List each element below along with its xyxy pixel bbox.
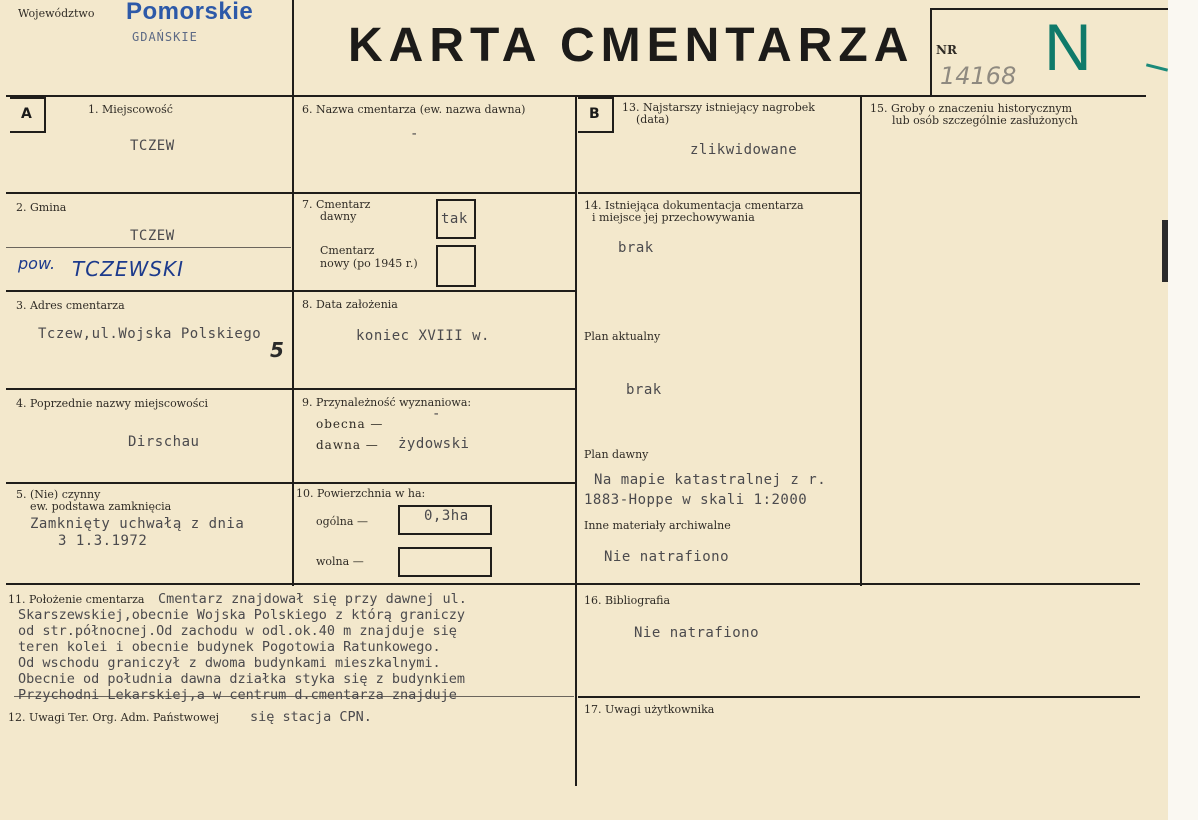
- field-11-line-3: od str.północnej.Od zachodu w odl.ok.40 m znajduje się: [18, 623, 457, 639]
- field-3-label: 3. Adres cmentarza: [16, 299, 125, 312]
- nr-label: NR: [936, 43, 957, 57]
- field-1-label: 1. Miejscowość: [88, 103, 173, 116]
- field-7-new-checkbox: [436, 245, 476, 287]
- binding-mark: [1162, 220, 1168, 282]
- card-title: KARTA CMENTARZA: [348, 19, 915, 72]
- field-7-label: 7. Cmentarz: [302, 198, 371, 211]
- plan-current-value: brak: [626, 382, 662, 398]
- field-15-sublabel: lub osób szczególnie zasłużonych: [892, 114, 1078, 127]
- field-12-label: 12. Uwagi Ter. Org. Adm. Państwowej: [8, 711, 220, 724]
- field-12-value: się stacja CPN.: [250, 709, 372, 725]
- field-6-label: 6. Nazwa cmentarza (ew. nazwa dawna): [302, 103, 526, 116]
- voivodeship-stamp: Pomorskie: [126, 0, 254, 25]
- paper-edge: [1168, 0, 1198, 820]
- nr-handwritten: 14168: [940, 62, 1017, 90]
- plan-current-label: Plan aktualny: [584, 330, 661, 343]
- field-6-value: -: [410, 126, 419, 142]
- marker-stroke: [1146, 63, 1168, 71]
- plan-old-value-2: 1883-Hoppe w skali 1:2000: [584, 492, 808, 508]
- field-9-former-value: żydowski: [398, 436, 470, 452]
- field-5-value: Zamknięty uchwałą z dnia: [30, 516, 245, 532]
- field-4-label: 4. Poprzednie nazwy miejscowości: [16, 397, 209, 410]
- field-5-sublabel: ew. podstawa zamknięcia: [30, 500, 172, 513]
- field-1-value: TCZEW: [130, 138, 175, 154]
- field-8-label: 8. Data założenia: [302, 298, 398, 311]
- field-14-sublabel: i miejsce jej przechowywania: [592, 211, 755, 224]
- nr-letter: N: [1044, 10, 1092, 84]
- field-10-label: 10. Powierzchnia w ha:: [296, 487, 426, 500]
- field-16-value: Nie natrafiono: [634, 625, 760, 641]
- field-3-value: Tczew,ul.Wojska Polskiego: [38, 326, 262, 342]
- field-11-line-5: Od wschodu graniczył z dwoma budynkami mieszkalnymi.: [18, 655, 441, 671]
- field-11-line-1: Cmentarz znajdował się przy dawnej ul.: [158, 591, 467, 607]
- field-7-old-value: tak: [441, 211, 468, 227]
- field-10-free-label: wolna —: [316, 555, 364, 568]
- field-14-value: brak: [618, 240, 654, 256]
- field-10-total-value: 0,3ha: [424, 508, 469, 524]
- field-7-new-label: Cmentarz: [320, 244, 375, 257]
- field-7-new-sublabel: nowy (po 1945 r.): [320, 257, 418, 270]
- field-16-label: 16. Bibliografia: [584, 594, 671, 607]
- field-9-label: 9. Przynależność wyznaniowa:: [302, 396, 472, 409]
- field-13-sublabel: (data): [636, 113, 670, 126]
- field-11-label: 11. Położenie cmentarza: [8, 593, 145, 606]
- field-11-line-7: Przychodni Lekarskiej,a w centrum d.cmentarza znajduje: [18, 687, 457, 703]
- field-2-hand-prefix: pow.: [18, 254, 56, 273]
- field-13-label: 13. Najstarszy istniejący nagrobek: [622, 101, 815, 114]
- plan-old-value-1: Na mapie katastralnej z r.: [594, 472, 827, 488]
- field-2-hand-value: TCZEWSKI: [72, 257, 185, 281]
- field-11-line-2: Skarszewskiej,obecnie Wojska Polskiego z którą graniczy: [18, 607, 466, 623]
- field-10-total-label: ogólna —: [316, 515, 368, 528]
- field-11-line-6: Obecnie od południa dawna działka styka się z budynkiem: [18, 671, 466, 687]
- archives-value: Nie natrafiono: [604, 549, 730, 565]
- section-b-tag: B: [589, 106, 600, 122]
- field-4-value: Dirschau: [128, 434, 200, 450]
- field-11-line-4: teren kolei i obecnie budynek Pogotowia Ratunkowego.: [18, 639, 441, 655]
- field-14-label: 14. Istniejąca dokumentacja cmentarza: [584, 199, 804, 212]
- voivodeship-old-name: GDAŃSKIE: [132, 30, 198, 44]
- field-17-label: 17. Uwagi użytkownika: [584, 703, 715, 716]
- field-9-former-label: dawna —: [316, 438, 379, 452]
- archives-label: Inne materiały archiwalne: [584, 519, 731, 532]
- field-8-value: koniec XVIII w.: [356, 328, 490, 344]
- field-9-current-label: obecna —: [316, 417, 384, 431]
- field-3-house-number: 5: [270, 338, 284, 362]
- field-9-current-value: -: [432, 406, 441, 422]
- section-a-tag: A: [21, 106, 32, 122]
- voivodeship-label: Województwo: [18, 7, 95, 20]
- field-10-free-box: [398, 547, 492, 577]
- field-7-old-label: dawny: [320, 210, 357, 223]
- field-5-date: 3 1.3.1972: [58, 533, 148, 549]
- field-2-label: 2. Gmina: [16, 201, 67, 214]
- field-15-label: 15. Groby o znaczeniu historycznym: [870, 102, 1073, 115]
- field-5-label: 5. (Nie) czynny: [16, 488, 101, 501]
- field-13-value: zlikwidowane: [690, 142, 798, 158]
- plan-old-label: Plan dawny: [584, 448, 649, 461]
- field-2-value: TCZEW: [130, 228, 175, 244]
